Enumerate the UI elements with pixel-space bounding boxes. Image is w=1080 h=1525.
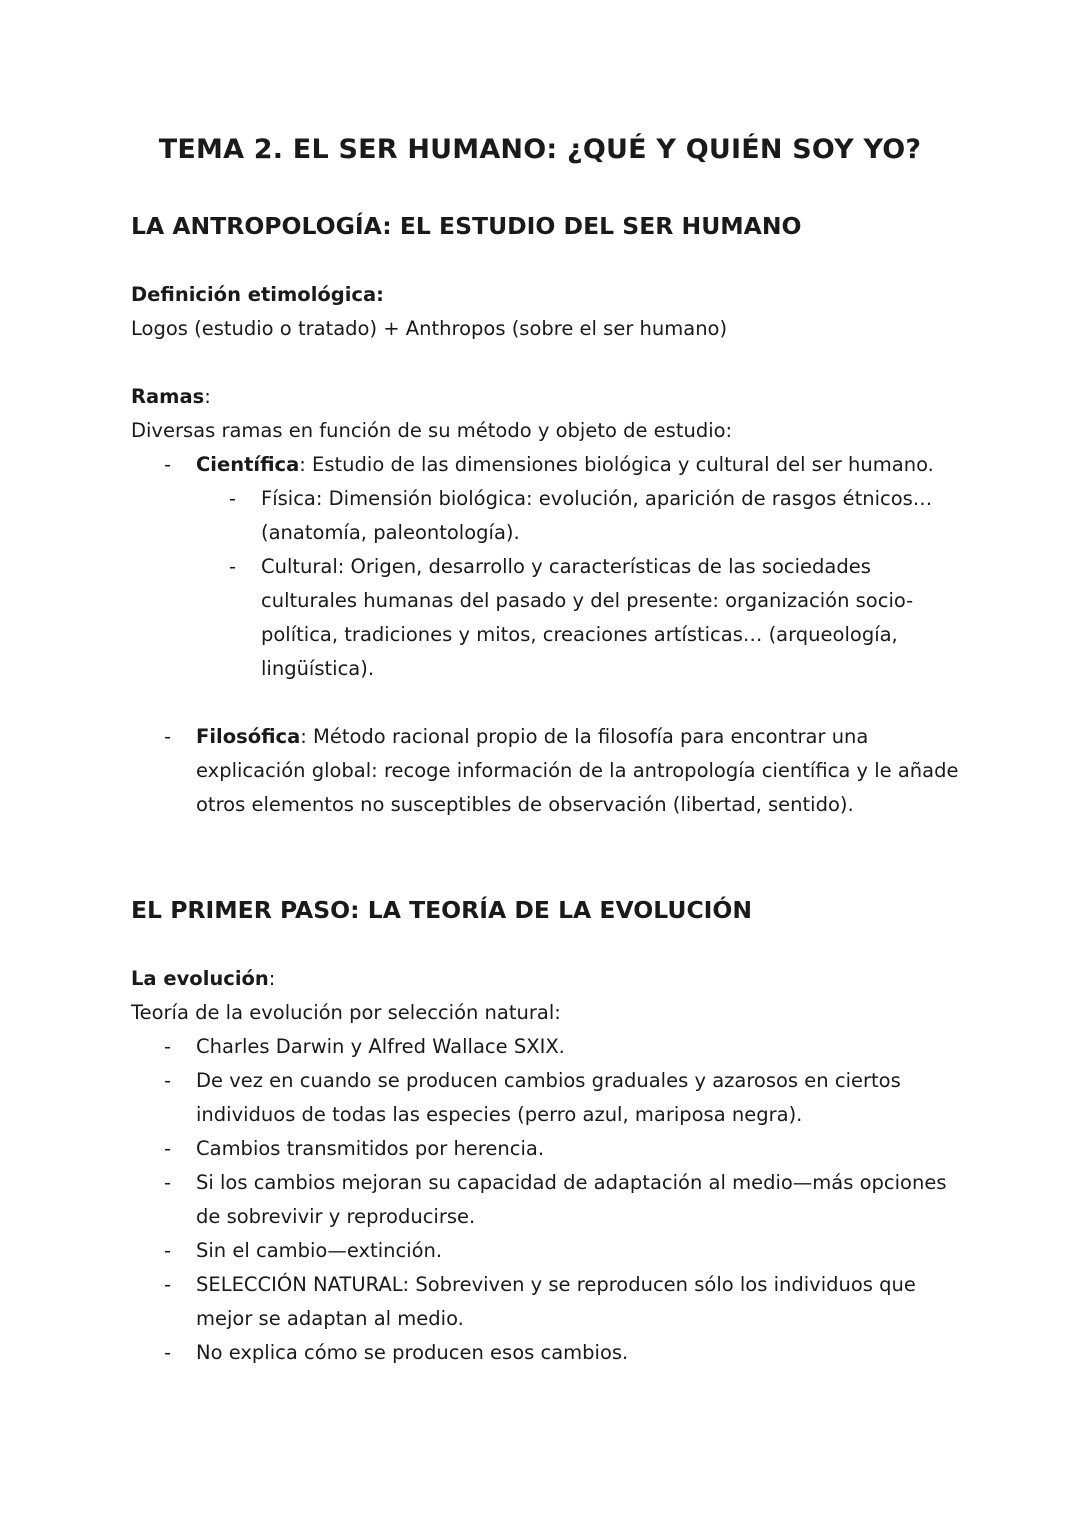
document-page — [131, 128, 961, 1370]
section-heading-antropologia: LA ANTROPOLOGÍA: EL ESTUDIO DEL SER HUMANO — [131, 212, 802, 240]
ramas-intro: Diversas ramas en función de su método y objeto de estudio: — [131, 419, 733, 442]
evolucion-label: La evolución — [131, 967, 269, 990]
list-item: - De vez en cuando se producen cambios graduales y azarosos en ciertos individuos de todas las especies (perro azul, mariposa negra). — [131, 1064, 961, 1132]
ramas-label: Ramas — [131, 385, 205, 408]
list-item-cultural — [196, 550, 961, 686]
list-item-fisica — [196, 482, 961, 550]
list-item: - No explica cómo se producen esos cambios. — [131, 1336, 961, 1370]
filosofica-text: : Método racional propio de la filosofía para encontrar una explicación global: recoge información de la antropología científica y le añade otros elementos no susceptibles de observación (libertad, sentido). — [196, 725, 959, 816]
list-item-filosofica — [131, 720, 961, 822]
filosofica-label: Filosófica — [196, 725, 301, 748]
section-heading-evolucion: EL PRIMER PASO: LA TEORÍA DE LA EVOLUCIÓN — [131, 896, 753, 924]
cultural-text: Cultural: Origen, desarrollo y características de las sociedades culturales humanas del pasado y del presente: organización socio-política, tradiciones y mitos, creaciones artísticas… (arqueología, lingüística). — [261, 555, 914, 680]
list-item: - Charles Darwin y Alfred Wallace SXIX. — [131, 1030, 961, 1064]
definicion-text: Logos (estudio o tratado) + Anthropos (sobre el ser humano) — [131, 317, 728, 340]
cientifica-sublist — [196, 482, 961, 686]
ramas-colon: : — [204, 385, 211, 408]
fisica-text: Física: Dimensión biológica: evolución, aparición de rasgos étnicos… (anatomía, paleontología). — [261, 487, 933, 544]
evolucion-list — [131, 1030, 961, 1370]
list-item: - Cambios transmitidos por herencia. — [131, 1132, 961, 1166]
ramas-label-line — [131, 380, 961, 414]
list-item: - Si los cambios mejoran su capacidad de adaptación al medio—más opciones de sobrevivir y reproducirse. — [131, 1166, 961, 1234]
list-item: - Sin el cambio—extinción. — [131, 1234, 961, 1268]
definicion-label: Definición etimológica: — [131, 283, 384, 306]
evolucion-label-line — [131, 962, 961, 996]
evolucion-colon: : — [268, 967, 276, 990]
cientifica-text: : Estudio de las dimensiones biológica y cultural del ser humano. — [299, 453, 934, 476]
list-item: - SELECCIÓN NATURAL: Sobreviven y se reproducen sólo los individuos que mejor se adaptan al medio. — [131, 1268, 961, 1336]
ramas-list — [131, 448, 961, 686]
cientifica-label: Científica — [196, 453, 300, 476]
ramas-list-filosofica — [131, 720, 961, 822]
list-item-cientifica — [131, 448, 961, 686]
page-title: TEMA 2. EL SER HUMANO: ¿QUÉ Y QUIÉN SOY YO? — [158, 134, 922, 165]
evolucion-intro: Teoría de la evolución por selección natural: — [131, 1001, 561, 1024]
